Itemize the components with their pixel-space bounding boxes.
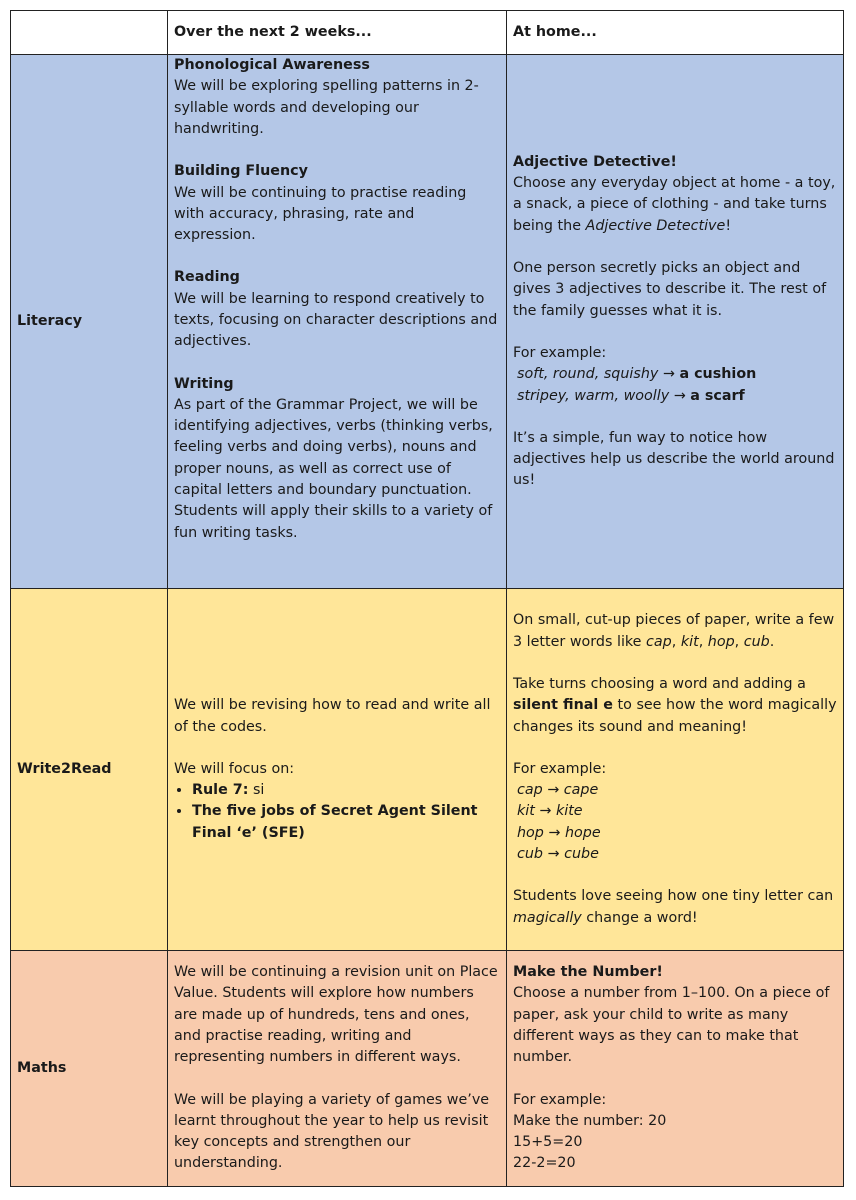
header-home-cell: At home... [507,11,844,55]
focus-item [192,780,500,801]
maths-home-cell [507,950,844,1186]
intro-end-text: . [769,633,775,650]
adjective-detective-closing: It’s a simple, fun way to notice how adjectives help us describe the world around us! [513,429,835,489]
separator: , [671,633,681,650]
adjective-detective-rules: One person secretly picks an object and gives 3 adjectives to describe it. The rest of the family guesses what it is. [513,260,827,319]
example-to: cape [563,782,599,799]
closing-text: Students love seeing how one tiny letter can [513,888,834,905]
example-line: Make the number: 20 [513,1112,667,1129]
example-to: cube [564,846,599,863]
focus-label: We will focus on: [174,760,295,777]
example-line [513,823,837,844]
example-line [513,844,837,865]
rule-label: Rule 7: [192,782,249,799]
turns-end-text: to see how the word magically changes its sound and meaning! [513,697,837,735]
adjective-detective-intro [513,173,837,237]
header-row [11,11,844,55]
write2read-row [11,589,844,950]
write2read-subject: Write2Read [11,589,168,950]
literacy-section-heading: Reading [174,269,240,286]
header-subject-cell [11,11,168,55]
word: kit [680,633,699,650]
arrow: → [542,782,564,799]
literacy-school-cell [168,55,507,589]
example-label: For example: [513,760,607,777]
closing-end-text: change a word! [581,909,698,926]
literacy-subject: Literacy [11,55,168,589]
example-from: kit [517,803,535,820]
write2read-home-closing [513,886,837,929]
turns-bold-text: silent final e [513,697,613,714]
arrow: → [669,387,691,404]
word: cub [743,633,770,650]
arrow: → [543,846,565,863]
example-line [513,780,837,801]
write2read-home-cell [507,589,844,950]
literacy-home-cell [507,55,844,589]
rule-value: si [248,782,265,799]
write2read-school-cell [168,589,507,950]
intro-text: On small, cut-up pieces of paper, write a few 3 letter words like [513,612,835,650]
literacy-section-text: As part of the Grammar Project, we will be identifying adjectives, verbs (thinking verbs, feeling verbs and doing verbs), nouns and proper nouns, as well as correct use of capital letters and boundary punctuation. Students will apply their skills to a variety of fun writing tasks. [174,396,493,541]
write2read-home-intro [513,610,837,653]
example-from: cap [517,782,543,799]
make-the-number-intro: Choose a number from 1–100. On a piece of paper, ask your child to write as many different ways as they can to make that number. [513,985,830,1066]
separator: , [698,633,708,650]
literacy-section-heading: Phonological Awareness [174,57,370,74]
example-label: For example: [513,1091,607,1108]
arrow: → [543,824,565,841]
closing-italic-text: magically [513,909,582,926]
intro-text: Choose any everyday object at home - a toy, a snack, a piece of clothing - and take turns being the [513,175,836,234]
example-line [513,386,837,407]
maths-subject: Maths [11,950,168,1186]
intro-end-text: ! [725,217,732,234]
focus-list [174,780,500,844]
turns-text: Take turns choosing a word and adding a [513,675,806,692]
example-to: kite [555,803,583,820]
example-from: hop [517,824,544,841]
learning-plan-table [10,10,844,1187]
maths-school-text: We will be continuing a revision unit on Place Value. Students will explore how numbers are made up of hundreds, tens and ones, and practise reading, writing and representing numbers in different ways. [174,964,498,1066]
example-adjectives: stripey, warm, woolly [517,387,670,404]
literacy-section-text: We will be exploring spelling patterns in 2-syllable words and developing our handwriting. [174,78,479,137]
example-to: hope [564,824,601,841]
arrow: → [534,803,556,820]
word: hop [707,633,735,650]
example-line: 22-2=20 [513,1155,576,1172]
example-line [513,801,837,822]
header-school-cell: Over the next 2 weeks... [168,11,507,55]
literacy-section-text: We will be learning to respond creatively to texts, focusing on character descriptions and adjectives. [174,290,498,350]
word: cap [646,633,672,650]
separator: , [734,633,744,650]
write2read-intro: We will be revising how to read and write all of the codes. [174,697,491,735]
example-adjectives: soft, round, squishy [517,366,659,383]
focus-item: • The five jobs of Secret Agent Silent Final ‘e’ (SFE) [192,801,500,844]
arrow: → [658,366,680,383]
literacy-section-text: We will be continuing to practise reading with accuracy, phrasing, rate and expression. [174,184,467,244]
adjective-detective-heading: Adjective Detective! [513,153,677,170]
write2read-home-turns [513,674,837,738]
intro-italic-text: Adjective Detective [585,217,726,234]
example-answer: a scarf [690,387,745,404]
example-from: cub [517,846,543,863]
example-line: 15+5=20 [513,1134,583,1151]
maths-row [11,950,844,1186]
literacy-row [11,55,844,589]
literacy-section-heading: Building Fluency [174,163,308,180]
maths-school-cell [168,950,507,1186]
example-line [513,364,837,385]
literacy-section-heading: Writing [174,375,234,392]
maths-school-text: We will be playing a variety of games we’ve learnt throughout the year to help us revisit key concepts and strengthen our understanding. [174,1091,490,1172]
make-the-number-heading: Make the Number! [513,964,663,981]
example-answer: a cushion [679,366,757,383]
example-label: For example: [513,344,607,361]
